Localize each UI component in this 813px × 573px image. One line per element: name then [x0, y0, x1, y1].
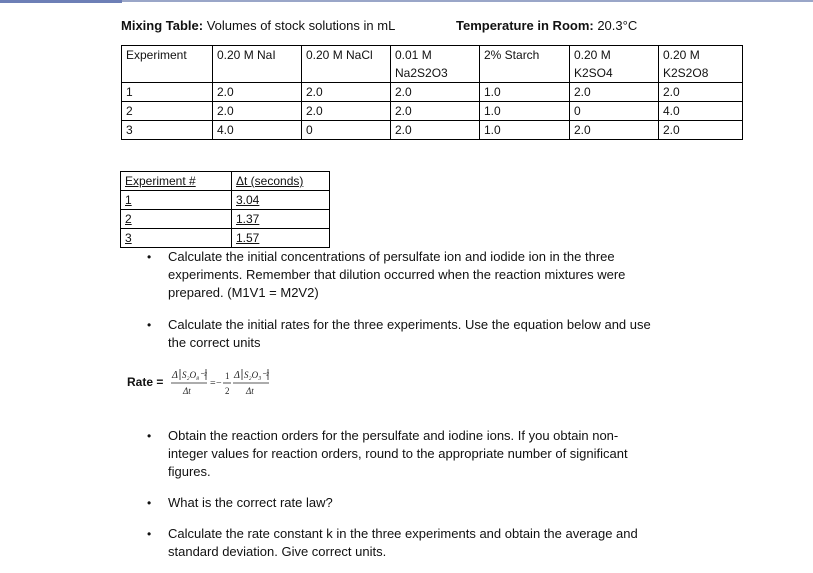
mixing-table-heading	[121, 18, 395, 33]
mixing-label: Mixing Table:	[121, 18, 204, 33]
temperature-value: 20.3°C	[593, 18, 638, 33]
table-cell: 3.04	[232, 191, 330, 210]
temperature-heading	[456, 18, 637, 33]
table-row	[121, 229, 330, 248]
table-cell: 3	[121, 229, 232, 248]
table-cell: 2.0	[659, 83, 743, 102]
table-row	[121, 210, 330, 229]
rate-label: Rate =	[127, 375, 164, 389]
header-cell: 0.20 M K2SO4	[570, 46, 659, 83]
instruction-rate-law: What is the correct rate law?	[168, 495, 333, 510]
header-cell: 2% Starch	[480, 46, 570, 83]
table-cell: 2	[122, 102, 213, 121]
delta-t: Δt	[246, 386, 254, 396]
header-cell: Δt (seconds)	[232, 172, 330, 191]
table-cell: 2.0	[570, 121, 659, 140]
header-cell: Experiment #	[121, 172, 232, 191]
table-cell: 2.0	[570, 83, 659, 102]
mixing-description: Volumes of stock solutions in mL	[203, 18, 396, 33]
header-cell: 0.20 M NaCl	[302, 46, 391, 83]
equals-sign: =	[210, 378, 216, 389]
instruction-reaction-orders: Obtain the reaction orders for the persulfate and iodine ions. If you obtain non- integer values for reaction orders, round to the appropriate number of significant figures.	[168, 428, 628, 479]
table-cell: 1	[122, 83, 213, 102]
delta-symbol: Δ	[172, 370, 178, 381]
table-row	[122, 102, 743, 121]
minus-sign: −	[216, 378, 222, 389]
thiosulfate-species: S₂O₃⁻²	[244, 370, 269, 380]
bullet-icon: •	[147, 527, 152, 541]
table-cell: 2.0	[213, 83, 302, 102]
bullet-icon: •	[147, 496, 152, 510]
header-cell: 0.20 M NaI	[213, 46, 302, 83]
table-cell: 0	[570, 102, 659, 121]
half-numerator: 1	[225, 371, 230, 381]
instruction-rate-constant: Calculate the rate constant k in the three experiments and obtain the average and standard deviation. Give correct units.	[168, 526, 638, 559]
bullet-icon: •	[147, 318, 152, 332]
table-cell: 4.0	[659, 102, 743, 121]
rate-formula	[170, 365, 290, 399]
table-cell: 0	[302, 121, 391, 140]
table-cell: 3	[122, 121, 213, 140]
instruction-initial-rates: Calculate the initial rates for the three experiments. Use the equation below and use the correct units	[168, 317, 651, 350]
table-cell: 1.0	[480, 102, 570, 121]
table-cell: 1	[121, 191, 232, 210]
header-cell: 0.20 M K2S2O8	[659, 46, 743, 83]
mixing-table-header-row	[122, 46, 743, 83]
persulfate-species: S₂O₈⁻²	[182, 370, 207, 380]
table-cell: 2.0	[659, 121, 743, 140]
header-cell: Experiment	[122, 46, 213, 83]
table-cell: 1.0	[480, 83, 570, 102]
table-cell: 1.0	[480, 121, 570, 140]
half-denominator: 2	[225, 386, 230, 396]
temperature-label: Temperature in Room:	[456, 18, 594, 33]
time-table	[120, 171, 330, 248]
table-cell: 2.0	[391, 121, 480, 140]
bullet-icon: •	[147, 250, 152, 264]
mixing-table	[121, 45, 743, 140]
table-cell: 2.0	[391, 102, 480, 121]
table-row	[122, 83, 743, 102]
bullet-icon: •	[147, 429, 152, 443]
time-table-header-row	[121, 172, 330, 191]
table-cell: 2.0	[302, 83, 391, 102]
table-cell: 1.37	[232, 210, 330, 229]
delta-symbol: Δ	[234, 370, 240, 381]
table-cell: 2.0	[213, 102, 302, 121]
table-row	[122, 121, 743, 140]
ruler-mark	[0, 0, 122, 3]
table-cell: 2.0	[302, 102, 391, 121]
table-cell: 2.0	[391, 83, 480, 102]
table-cell: 2	[121, 210, 232, 229]
instruction-concentrations: Calculate the initial concentrations of persulfate ion and iodide ion in the three experiments. Remember that dilution occurred when the reaction mixtures were prepared. (M1V1 = M2V2)	[168, 249, 626, 300]
delta-t: Δt	[183, 386, 191, 396]
table-cell: 4.0	[213, 121, 302, 140]
table-cell: 1.57	[232, 229, 330, 248]
header-cell: 0.01 M Na2S2O3	[391, 46, 480, 83]
table-row	[121, 191, 330, 210]
